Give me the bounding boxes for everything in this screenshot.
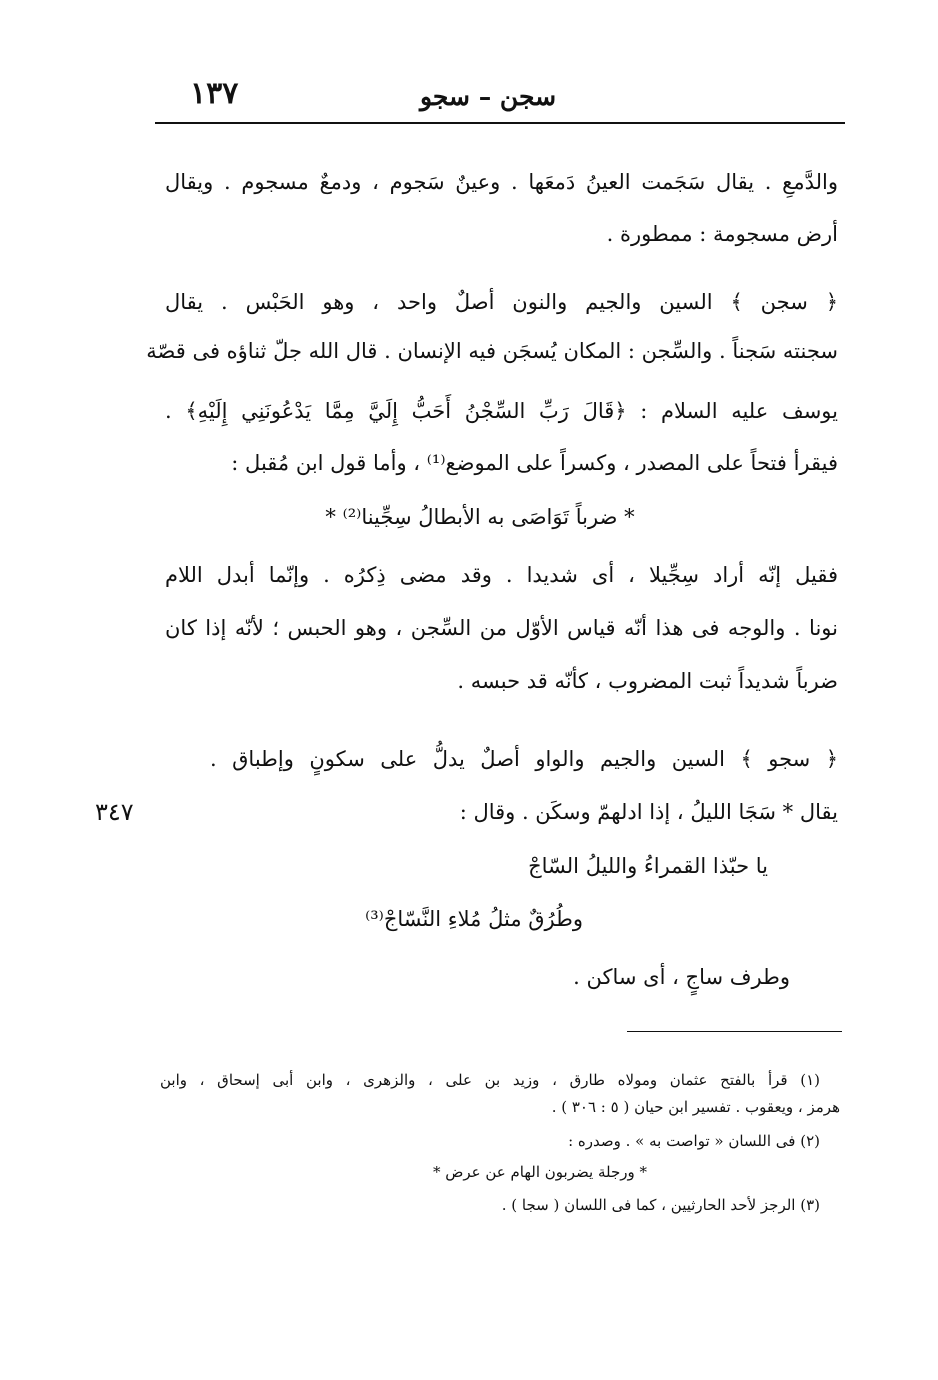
footnote-verse: * ورجلة يضربون الهام عن عرض * [432,1163,647,1181]
body-line: والدَّمعِ . يقال سَجَمت العينُ دَمعَها . وعينٌ سَجوم ، ودمعٌ مسجوم . ويقال [165,170,838,194]
footnote: هرمز ، ويعقوب . تفسير ابن حيان ( ٥ : ٣٠٦ ) . [551,1098,840,1116]
entry-sjw: ﴿ سجو ﴾ السين والجيم والواو أصلٌ يدلُّ على سكونٍ وإطباق . [210,747,838,771]
body-line: ضرباً شديداً ثبت المضروب ، كأنّه قد حبسه . [457,669,838,693]
footnote: (١) قرأ بالفتح عثمان ومولاه طارق ، وزيد بن على ، والزهرى ، وابن أبى إسحاق ، وابن [160,1071,820,1089]
body-line: سجنته سَجناً . والسِّجن : المكان يُسجَن فيه الإنسان . قال الله جلّ ثناؤه فى قصّة [146,339,838,363]
poetry-line: وطُرُقٌ مثلُ مُلاءِ النَّسّاجْ⁽³⁾ [365,907,583,931]
footnote-rule [627,1031,842,1032]
entry-sjn: ﴿ سجن ﴾ السين والجيم والنون أصلٌ واحد ، وهو الحَبْس . يقال [165,290,838,314]
body-line: فقيل إنّه أراد سِجِّيلا ، أى شديدا . وقد مضى ذِكرُه . وإنّما أبدل اللام [165,563,838,587]
body-line: يقال * سَجَا الليلُ ، إذا ادلهمّ وسكَن . وقال : [459,800,838,824]
footnote: (٣) الرجز لأحد الحارثيين ، كما فى اللسان ( سجا ) . [501,1196,820,1214]
page-number: ١٣٧ [190,76,239,111]
body-line: أرض مسجومة : ممطورة . [606,222,838,246]
margin-page-number: ٣٤٧ [95,798,134,826]
running-title: سجن – سجو [420,82,557,111]
quran-verse-line: يوسف عليه السلام : ﴿قَالَ رَبِّ السِّجْنُ أَحَبُّ إِلَيَّ مِمَّا يَدْعُونَنِي إِلَيْهِ﴾ . [165,399,838,423]
body-line: فيقرأ فتحاً على المصدر ، وكسراً على الموضع⁽¹⁾ ، وأما قول ابن مُقبل : [231,451,838,475]
header-rule [155,122,845,124]
poetry-line: * ضرباً تَوَاصَى به الأبطالُ سِجِّينا⁽²⁾ * [325,505,635,529]
footnote: (٢) فى اللسان « تواصت به » . وصدره : [568,1132,820,1150]
body-line: وطرف ساجٍ ، أى ساكن . [573,965,790,989]
poetry-line: يا حبّذا القمراءُ والليلُ السّاجْ [528,854,768,878]
body-line: نونا . والوجه فى هذا أنّه قياس الأوّل من السِّجن ، وهو الحبس ؛ لأنّه إذا كان [165,616,838,640]
